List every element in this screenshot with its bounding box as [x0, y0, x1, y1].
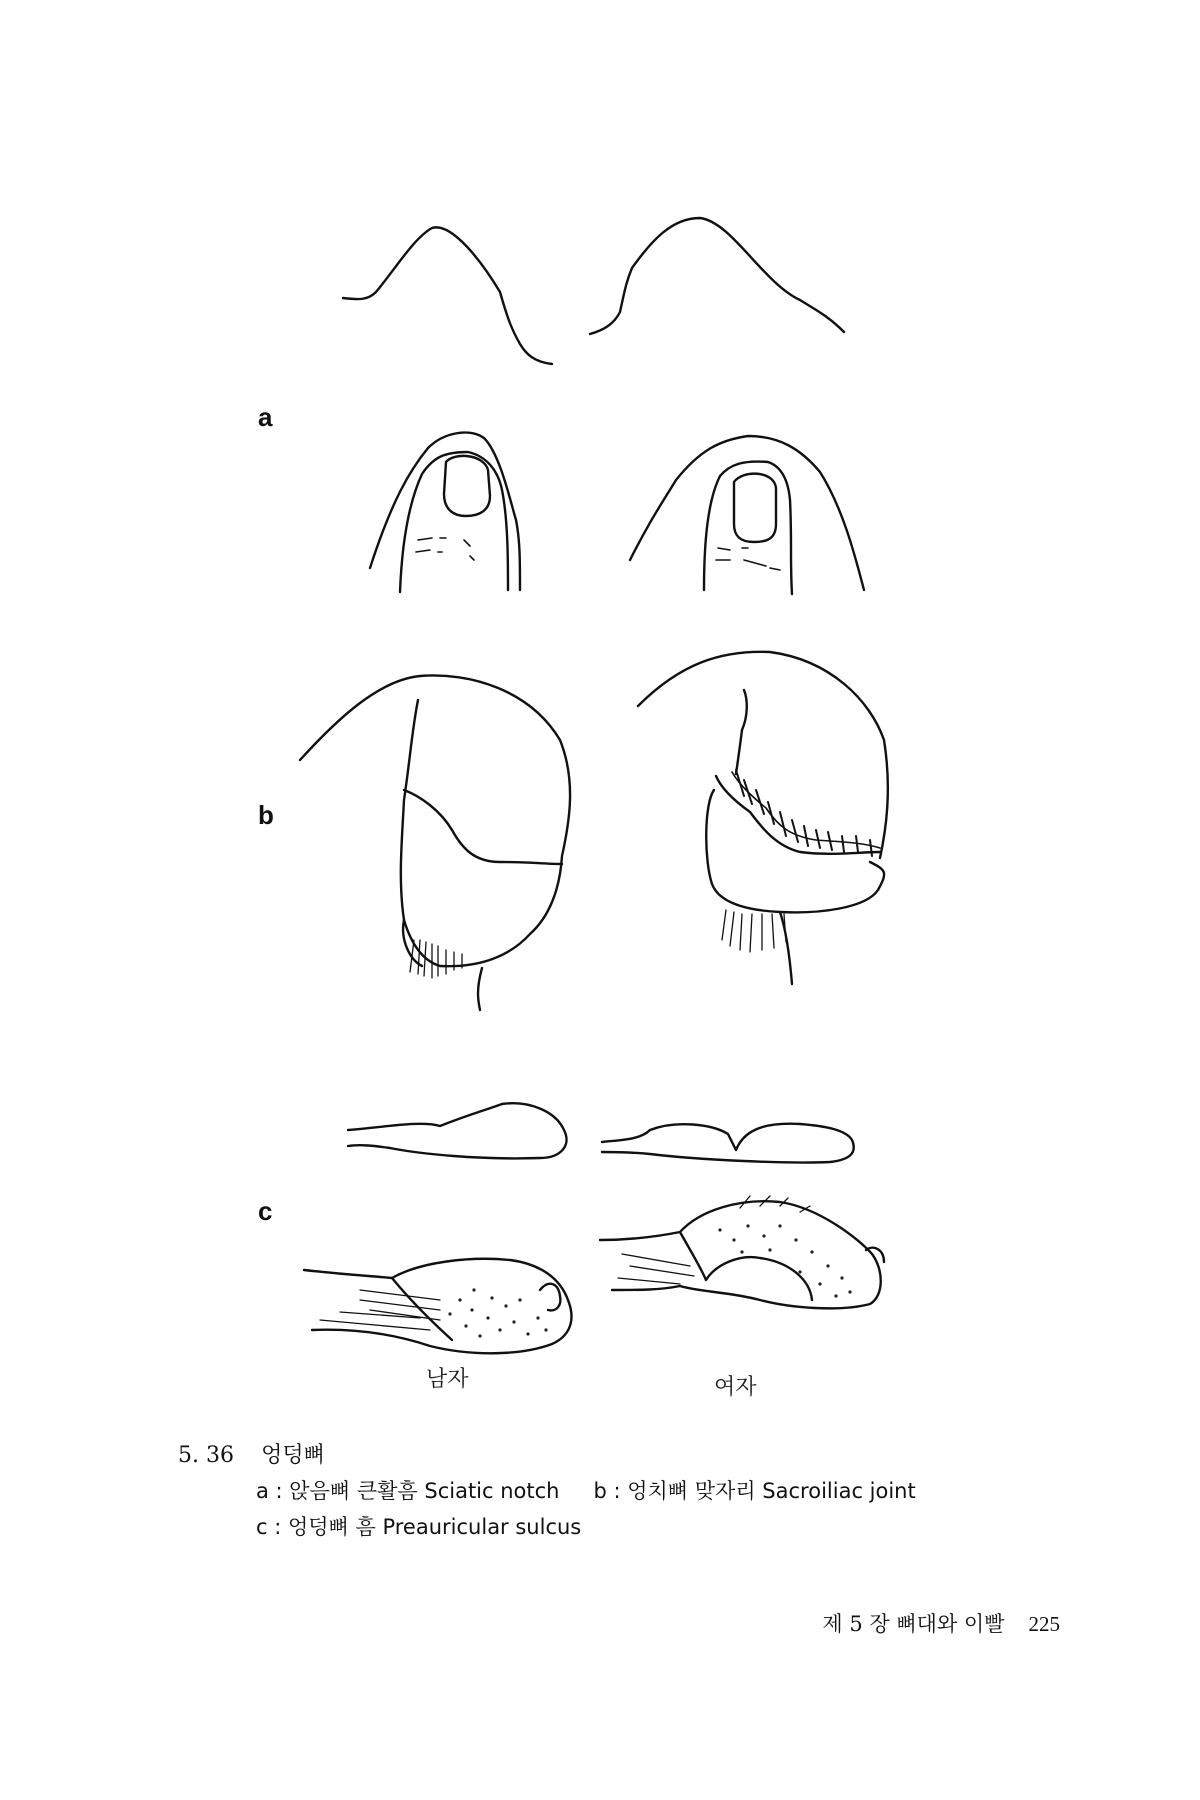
female-label: 여자: [714, 1375, 757, 1400]
caption-item-c: c : 엉덩뼈 흠 Preauricular sulcus: [256, 1515, 582, 1539]
caption-line-ab: [256, 1475, 1098, 1505]
female-sacroiliac-joint-drawing: [638, 652, 888, 984]
male-sacroiliac-joint-drawing: [300, 675, 570, 1010]
panel-label-b: b: [258, 800, 274, 830]
caption-item-a: a : 앉음뼈 큰활흠 Sciatic notch: [256, 1479, 560, 1503]
female-notch-finger-drawing: [630, 436, 864, 594]
male-label: 남자: [426, 1367, 469, 1392]
male-notch-finger-drawing: [370, 433, 520, 592]
female-preauricular-sulcus-drawing: [600, 1196, 884, 1308]
figure-number: 5. 36: [178, 1443, 234, 1468]
panel-label-c: c: [258, 1196, 273, 1226]
panel-label-a: a: [258, 402, 273, 432]
caption-item-b: b : 엉치뼈 맞자리 Sacroiliac joint: [593, 1479, 916, 1503]
figure-title: 엉덩뼈: [261, 1443, 325, 1468]
male-sciatic-notch-outline: [343, 227, 552, 364]
male-preauricular-sulcus-drawing: [304, 1259, 571, 1353]
figure-caption: [178, 1438, 1098, 1541]
running-head: [822, 1608, 1060, 1638]
page-number: 225: [1028, 1612, 1060, 1636]
chapter-title: 제 5 장 뼈대와 이빨: [822, 1612, 1005, 1636]
female-sciatic-notch-outline: [590, 218, 844, 334]
caption-line-c: [256, 1511, 1098, 1541]
male-preauricular-outline: [348, 1103, 567, 1158]
female-preauricular-outline: [602, 1124, 854, 1163]
